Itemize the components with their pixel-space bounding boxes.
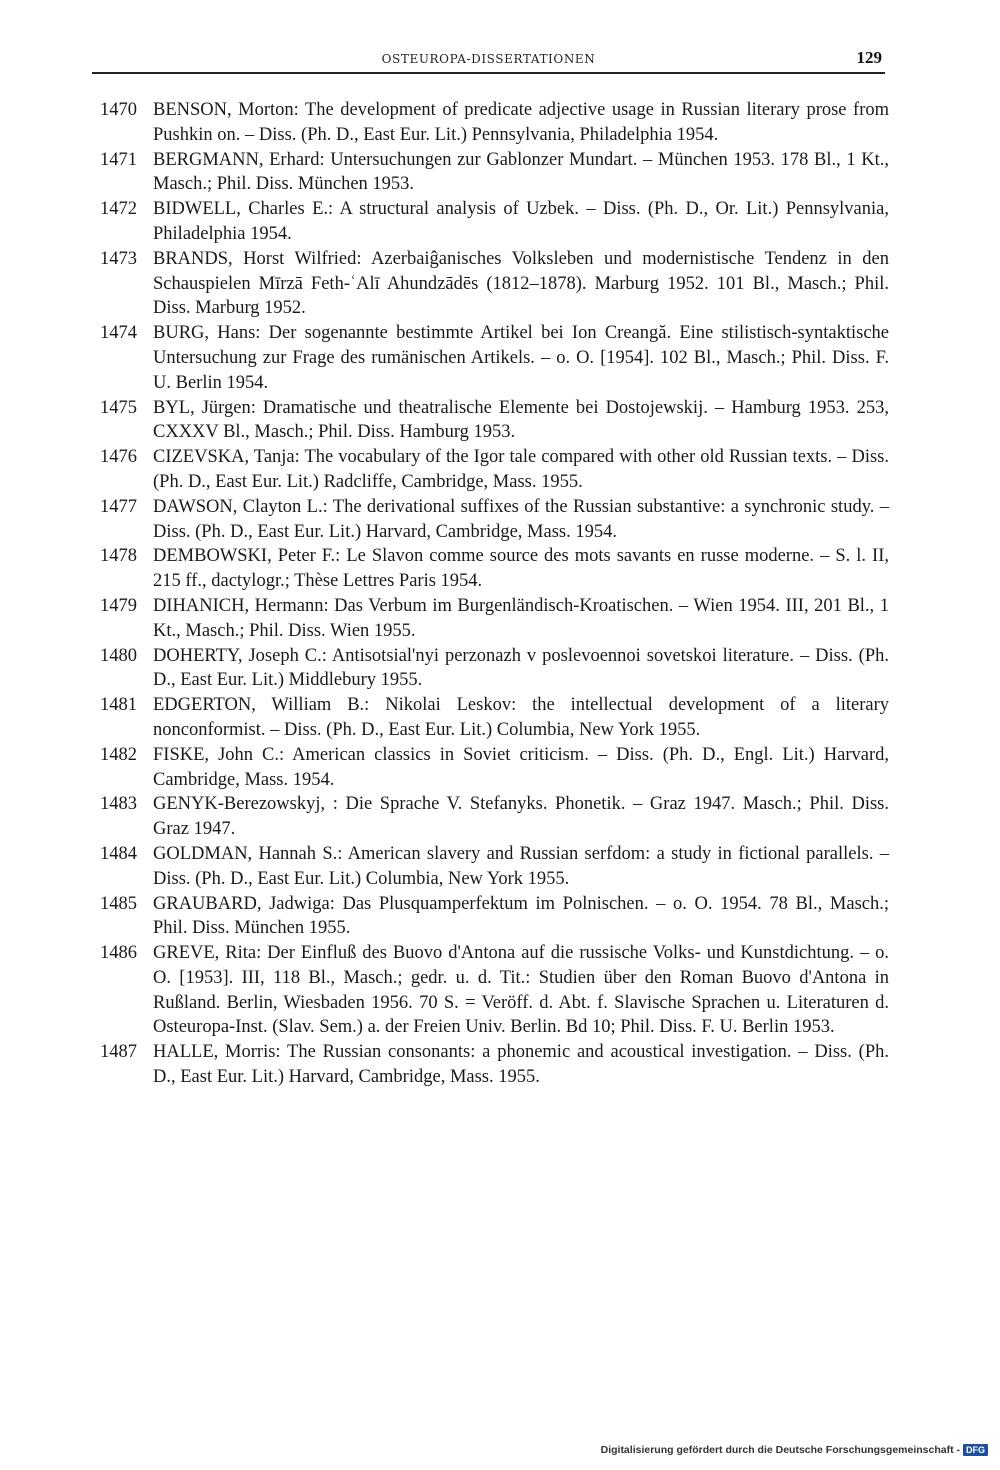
entry-number: 1477 xyxy=(100,496,137,517)
entry-text: FISKE, John C.: American classics in Soviet criticism. – Diss. (Ph. D., Engl. Lit.) Harvard, Cambridge, Mass. 1954. xyxy=(153,744,889,790)
entry-number: 1487 xyxy=(100,1042,137,1063)
bibliography-entry xyxy=(100,892,889,942)
entry-text: BURG, Hans: Der sogenannte bestimmte Artikel bei Ion Creangă. Eine stilistisch-syntaktische Untersuchung zur Frage des rumänischen Artikels. – o. O. [1954]. 102 Bl., Masch.; Phil. Diss. F. U. Berlin 1954. xyxy=(153,323,889,393)
entry-number: 1478 xyxy=(100,546,137,567)
entry-number: 1474 xyxy=(100,323,137,344)
bibliography-entry xyxy=(100,792,889,842)
entry-text: HALLE, Morris: The Russian consonants: a phonemic and acoustical investigation. – Diss. (Ph. D., East Eur. Lit.) Harvard, Cambridge, Mass. 1955. xyxy=(153,1042,889,1088)
entry-text: BIDWELL, Charles E.: A structural analysis of Uzbek. – Diss. (Ph. D., Or. Lit.) Pennsylvania, Philadelphia 1954. xyxy=(153,199,889,244)
entry-number: 1471 xyxy=(100,149,137,170)
page-number: 129 xyxy=(856,48,882,67)
bibliography-entry xyxy=(100,594,889,644)
entry-text: GENYK-Berezowskyj, : Die Sprache V. Stefanyks. Phonetik. – Graz 1947. Masch.; Phil. Diss. Graz 1947. xyxy=(153,794,889,840)
entry-text: EDGERTON, William B.: Nikolai Leskov: the intellectual development of a literary nonconformist. – Diss. (Ph. D., East Eur. Lit.) Columbia, New York 1955. xyxy=(153,695,889,740)
entry-text: DOHERTY, Joseph C.: Antisotsial'nyi perzonazh v poslevoennoi sovetskoi literature. – Diss. (Ph. D., East Eur. Lit.) Middlebury 1955. xyxy=(153,645,889,691)
entry-text: DIHANICH, Hermann: Das Verbum im Burgenländisch-Kroatischen. – Wien 1954. III, 201 Bl., 1 Kt., Masch.; Phil. Diss. Wien 1955. xyxy=(153,595,889,641)
bibliography-entry xyxy=(100,693,889,743)
entry-number: 1482 xyxy=(100,744,137,765)
entry-text: DAWSON, Clayton L.: The derivational suffixes of the Russian substantive: a synchronic study. – Diss. (Ph. D., East Eur. Lit.) Harvard, Cambridge, Mass. 1954. xyxy=(153,496,889,542)
digitization-credit: Digitalisierung gefördert durch die Deutsche Forschungsgemeinschaft - xyxy=(600,1444,960,1456)
entry-text: CIZEVSKA, Tanja: The vocabulary of the Igor tale compared with other old Russian texts. – Diss. (Ph. D., East Eur. Lit.) Radcliffe, Cambridge, Mass. 1955. xyxy=(153,447,889,492)
bibliography-list xyxy=(100,98,889,1090)
bibliography-entry xyxy=(100,148,889,198)
entry-number: 1486 xyxy=(100,943,137,964)
entry-number: 1481 xyxy=(100,695,137,716)
entry-text: BERGMANN, Erhard: Untersuchungen zur Gablonzer Mundart. – München 1953. 178 Bl., 1 Kt., Masch.; Phil. Diss. München 1953. xyxy=(153,149,889,195)
entry-text: GRAUBARD, Jadwiga: Das Plusquamperfektum im Polnischen. – o. O. 1954. 78 Bl., Masch.; Phil. Diss. München 1955. xyxy=(153,893,889,939)
header-rule xyxy=(92,72,885,74)
bibliography-entry xyxy=(100,842,889,892)
digitization-footer xyxy=(601,1444,988,1456)
bibliography-entry xyxy=(100,941,889,1040)
bibliography-entry xyxy=(100,544,889,594)
entry-text: BENSON, Morton: The development of predicate adjective usage in Russian literary prose from Pushkin on. – Diss. (Ph. D., East Eur. Lit.) Pennsylvania, Philadelphia 1954. xyxy=(153,100,889,145)
bibliography-entry xyxy=(100,495,889,545)
entry-number: 1475 xyxy=(100,397,137,418)
running-title: OSTEUROPA-DISSERTATIONEN xyxy=(381,52,596,66)
bibliography-entry xyxy=(100,743,889,793)
bibliography-entry xyxy=(100,247,889,321)
entry-number: 1479 xyxy=(100,595,137,616)
entry-number: 1472 xyxy=(100,199,137,220)
entry-number: 1484 xyxy=(100,843,137,864)
bibliography-entry xyxy=(100,197,889,247)
bibliography-entry xyxy=(100,98,889,148)
bibliography-entry xyxy=(100,1040,889,1090)
entry-text: GOLDMAN, Hannah S.: American slavery and Russian serfdom: a study in fictional parallels. – Diss. (Ph. D., East Eur. Lit.) Columbia, New York 1955. xyxy=(153,843,889,889)
entry-text: BYL, Jürgen: Dramatische und theatralische Elemente bei Dostojewskij. – Hamburg 1953. 253, CXXXV Bl., Masch.; Phil. Diss. Hamburg 1953. xyxy=(153,397,889,443)
bibliography-entry xyxy=(100,644,889,694)
entry-text: GREVE, Rita: Der Einfluß des Buovo d'Antona auf die russische Volks- und Kunstdichtung. – o. O. [1953]. III, 118 Bl., Masch.; gedr. u. d. Tit.: Studien über den Roman Buovo d'Antona in Rußland. Berlin, Wiesbaden 1956. 70 S. = Veröff. d. Abt. f. Slavische Sprachen u. Literaturen d. Osteuropa-Inst. (Slav. Sem.) a. der Freien Univ. Berlin. Bd 10; Phil. Diss. F. U. Berlin 1953. xyxy=(153,943,889,1038)
entry-number: 1473 xyxy=(100,248,137,269)
entry-text: DEMBOWSKI, Peter F.: Le Slavon comme source des mots savants en russe moderne. – S. l. II, 215 ff., dactylogr.; Thèse Lettres Paris 1954. xyxy=(153,546,889,592)
entry-number: 1470 xyxy=(100,100,137,120)
entry-number: 1483 xyxy=(100,794,137,815)
entry-number: 1480 xyxy=(100,645,137,666)
bibliography-entry xyxy=(100,321,889,395)
bibliography-entry xyxy=(100,445,889,495)
bibliography-entry xyxy=(100,396,889,446)
entry-number: 1476 xyxy=(100,447,137,468)
entry-number: 1485 xyxy=(100,893,137,914)
entry-text: BRANDS, Horst Wilfried: Azerbaiĝanisches Volksleben und modernistische Tendenz in den Schauspielen Mīrzā Feth-ʿAlī Ahundzādēs (1812–1878). Marburg 1952. 101 Bl., Masch.; Phil. Diss. Marburg 1952. xyxy=(153,248,889,319)
page-header xyxy=(92,46,885,74)
dfg-logo-icon: DFG xyxy=(963,1444,988,1456)
